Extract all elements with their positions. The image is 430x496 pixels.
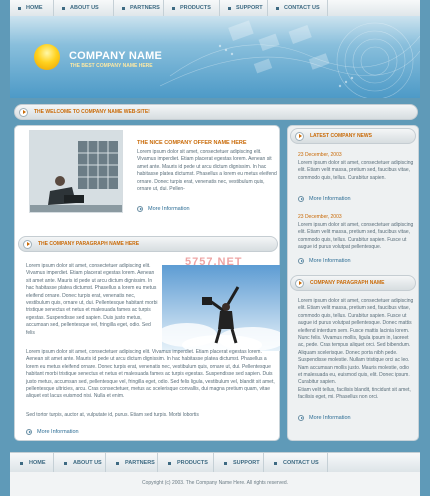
welcome-title: THE WELCOME TO COMPANY NAME WEB-SITE! — [34, 109, 150, 115]
nav-partners[interactable]: PARTNERS — [114, 0, 164, 16]
watermark: 5757.NET — [185, 256, 243, 268]
right-paragraph-bar — [290, 275, 416, 291]
bullet-icon — [172, 7, 175, 10]
copyright-text: Copyright (c) 2003. The Company Name Here. All rights reserved. — [141, 480, 289, 486]
arrow-bullet-icon — [295, 132, 304, 141]
bullet-icon — [116, 462, 119, 465]
bottom-nav-partners[interactable]: PARTNERS — [106, 453, 158, 473]
nav-contact-us[interactable]: CONTACT US — [268, 0, 328, 16]
bullet-icon — [62, 7, 65, 10]
arrow-bullet-icon — [19, 108, 28, 117]
bullet-icon — [168, 462, 171, 465]
news-text-1: Lorem ipsum dolor sit amet, consectetuer adipiscing elit. Etiam velit massa, pretium sed, faucibus vitae, commodo quis, tellus. Curabitur sapien. — [298, 160, 414, 181]
news-more-link-2[interactable]: More Information — [298, 258, 351, 264]
news-bar — [290, 128, 416, 144]
right-paragraph-title: COMPANY PARAGRAPH NAME — [310, 280, 385, 286]
paragraph-bar — [18, 236, 278, 252]
bullet-icon — [274, 462, 277, 465]
news-date-1: 23 December, 2003 — [298, 152, 342, 158]
arrow-circle-icon — [26, 429, 32, 435]
bullet-icon — [64, 462, 67, 465]
arrow-circle-icon — [298, 258, 304, 264]
company-slogan: THE BEST COMPANY NAME HERE — [70, 63, 153, 69]
news-date-2: 23 December, 2003 — [298, 214, 342, 220]
bullet-icon — [228, 7, 231, 10]
sun-logo-icon — [34, 44, 60, 70]
welcome-bar — [14, 104, 418, 120]
offer-more-link[interactable]: More Information — [137, 206, 190, 212]
bottom-nav-products[interactable]: PRODUCTS — [158, 453, 214, 473]
right-paragraph-more-link[interactable]: More Information — [298, 415, 351, 421]
paragraph-text-2: Lorem ipsum dolor sit amet, consectetuer adipiscing elit. Vivamus imperdiet. Etiam placerat egestas lorem. Aenean sit amet ante. Mauris id pede ut arcu dictum dignissim. In hac habitasse platea dictumst. Phasellus a lorem eu metus eleifend ornare. Donec turpis erat, venenatis nec, vestibulum quis, ornare ut, dui. Pellentesque habitant morbi tristique senectus et netus et malesuada fames ac turpis egestas. Suspendisse sed sapien. Duis justo metus, accumsan sed, pellentesque vel, fringilla eget, odio. Sed felis ligula, vestibulum vel, blandit sit amet, pellentesque ultricies, arcu. Cras consectetuer, metus ac scelerisque convallis, dui magna pretium quam, vitae aliquet est lacus euismod nisi. Nulla et enim. — [26, 349, 275, 400]
bottom-nav-about-us[interactable]: ABOUT US — [54, 453, 106, 473]
company-title: COMPANY NAME — [69, 50, 163, 62]
arrow-circle-icon — [298, 196, 304, 202]
footer — [10, 472, 420, 496]
paragraph-more-link[interactable]: More Information — [26, 429, 79, 435]
bottom-nav-support[interactable]: SUPPORT — [214, 453, 264, 473]
bullet-icon — [122, 7, 125, 10]
tech-graphic-decoration — [160, 16, 420, 98]
bullet-icon — [276, 7, 279, 10]
right-paragraph-text: Lorem ipsum dolor sit amet, consectetuer adipiscing elit. Etiam velit massa, pretium sed, faucibus vitae, commodo quis, tellus. Curabitur sapien. Fusce ut augue id purus volutpat pellentesque. Donec mattis eleifend interdum sem. Fusce mattis lacinia lorem. Nunc felis. Vivamus mollis, ligula ipsum in, laoreet ac, pede. Cras tempus aliquet orci. Sed bibendum. Aliquam scelerisque. Donec porta nibh pede. Suspendisse molestie. Nullam tristique orci ac leo. Nam accumsan mollis justo. Mauris molestie, odio et malesuada eu, euismod quis, elit. Donec ipsum. Curabitur sapien. Etiam velit tellus, facilisis blandit, tincidunt sit amet, facilisis eget, mi. Phasellus non orci. — [298, 298, 414, 401]
bullet-icon — [20, 462, 23, 465]
news-text-2: Lorem ipsum dolor sit amet, consectetuer adipiscing elit. Etiam velit massa, pretium sed, faucibus vitae, commodo quis, tellus. Curabitur sapien. Fusce ut augue id purus volutpat pellentesque. — [298, 222, 414, 251]
bottom-nav-home[interactable]: HOME — [10, 453, 54, 473]
arrow-bullet-icon — [295, 279, 304, 288]
offer-title: THE NICE COMPANY OFFER NAME HERE — [137, 140, 247, 146]
paragraph-title: THE COMPANY PARAGRAPH NAME HERE — [38, 241, 140, 247]
paragraph-text-1: Lorem ipsum dolor sit amet, consectetuer adipiscing elit. Vivamus imperdiet. Etiam placerat egestas lorem. Aenean sit amet ante. Mauris id pede ut arcu dictum dignissim. In hac habitasse platea dictumst. Phasellus a lorem eu metus eleifend ornare. Donec turpis erat, venenatis nec, vestibulum quis, ornare ut, dui. Pellentesque habitant morbi tristique senectus et netus et malesuada fames ac turpis egestas. Suspendisse sed sapien. Duis justo metus, accumsan sed, pellentesque vel, fringilla eget, odio. Sed felis — [26, 263, 158, 336]
nav-home[interactable]: HOME — [10, 0, 54, 16]
bullet-icon — [18, 7, 21, 10]
nav-about-us[interactable]: ABOUT US — [54, 0, 114, 16]
top-nav — [10, 0, 420, 16]
paragraph-text-3: Sed tortor turpis, auctor at, vulputate id, purus. Etiam sed turpis. Morbi lobortis — [26, 412, 199, 418]
bottom-nav — [10, 452, 420, 472]
nav-support[interactable]: SUPPORT — [220, 0, 268, 16]
arrow-circle-icon — [298, 415, 304, 421]
news-title: LATEST COMPANY NEWS — [310, 133, 372, 139]
header-banner — [10, 16, 420, 98]
offer-text: Lorem ipsum dolor sit amet, consectetuer adipiscing elit. Vivamus imperdiet. Etiam placerat egestas lorem. Aenean sit amet ante. Mauris id pede ut arcu dictum dignissim. In hac habitasse platea dictumst. Phasellus a lorem eu metus eleifend ornare. Donec turpis erat, venenatis nec, vestibulum quis, ornare ut, dui. Pellen- — [137, 149, 277, 193]
businessman-laptop-photo — [29, 130, 123, 213]
bullet-icon — [224, 462, 227, 465]
arrow-bullet-icon — [23, 240, 32, 249]
bottom-nav-contact-us[interactable]: CONTACT US — [264, 453, 328, 473]
jumping-businessman-photo — [162, 265, 280, 351]
nav-products[interactable]: PRODUCTS — [164, 0, 220, 16]
news-more-link-1[interactable]: More Information — [298, 196, 351, 202]
arrow-circle-icon — [137, 206, 143, 212]
